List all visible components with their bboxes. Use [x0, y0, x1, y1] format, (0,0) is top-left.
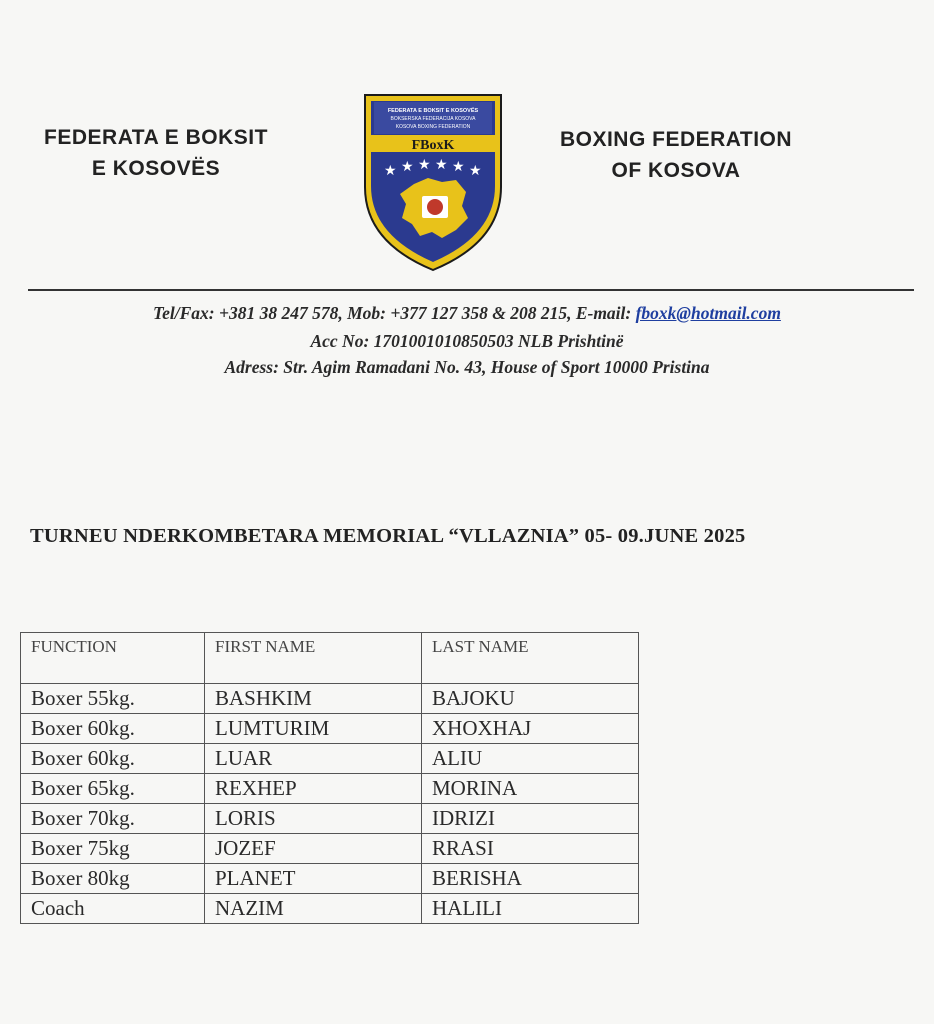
cell-first-name: LORIS: [205, 804, 422, 834]
cell-last-name: MORINA: [422, 774, 639, 804]
boxing-glove-icon: [427, 199, 443, 215]
contact-phones: Tel/Fax: +381 38 247 578, Mob: +377 127 358 & 208 215, E-mail:: [153, 303, 636, 323]
cell-first-name: JOZEF: [205, 834, 422, 864]
logo-banner-line2: BOKSERSKA FEDERACIJA KOSOVA: [390, 116, 476, 122]
contact-phone-email-line: [0, 303, 934, 324]
logo-banner-line3: KOSOVA BOXING FEDERATION: [395, 124, 471, 130]
svg-text:★: ★: [418, 158, 431, 173]
table-row: [21, 714, 639, 744]
cell-last-name: BAJOKU: [422, 684, 639, 714]
table-row: [21, 684, 639, 714]
cell-last-name: ALIU: [422, 744, 639, 774]
contact-address-line: Adress: Str. Agim Ramadani No. 43, House of Sport 10000 Pristina: [224, 357, 710, 377]
svg-text:★: ★: [401, 160, 414, 175]
cell-first-name: LUMTURIM: [205, 714, 422, 744]
fboxk-shield-logo: [362, 92, 504, 272]
federation-name-english: [540, 124, 812, 186]
cell-function: Boxer 60kg.: [21, 714, 205, 744]
cell-function: Boxer 65kg.: [21, 774, 205, 804]
table-row: [21, 774, 639, 804]
cell-first-name: NAZIM: [205, 894, 422, 924]
cell-first-name: LUAR: [205, 744, 422, 774]
federation-name-english-line1: BOXING FEDERATION: [559, 128, 793, 151]
cell-function: Coach: [21, 894, 205, 924]
cell-function: Boxer 60kg.: [21, 744, 205, 774]
cell-last-name: IDRIZI: [422, 804, 639, 834]
contact-email-link[interactable]: fboxk@hotmail.com: [635, 303, 781, 323]
document-title: TURNEU NDERKOMBETARA MEMORIAL “VLLAZNIA” 05- 09.JUNE 2025: [30, 525, 746, 547]
column-header-last-name: LAST NAME: [422, 633, 639, 684]
svg-text:★: ★: [384, 164, 397, 179]
federation-name-albanian-line1: FEDERATA E BOKSIT: [44, 126, 268, 149]
cell-last-name: BERISHA: [422, 864, 639, 894]
team-roster-table: [20, 632, 639, 924]
federation-name-albanian-line2: E KOSOVËS: [91, 157, 221, 180]
table-row: [21, 804, 639, 834]
svg-text:★: ★: [435, 158, 448, 173]
federation-name-albanian: [28, 122, 284, 184]
cell-last-name: XHOXHAJ: [422, 714, 639, 744]
cell-function: Boxer 75kg: [21, 834, 205, 864]
column-header-first-name: FIRST NAME: [205, 633, 422, 684]
table-row: [21, 894, 639, 924]
cell-last-name: HALILI: [422, 894, 639, 924]
federation-name-english-line2: OF KOSOVA: [611, 159, 741, 182]
table-row: [21, 834, 639, 864]
table-row: [21, 744, 639, 774]
logo-abbreviation: FBoxK: [411, 138, 455, 153]
column-header-function: FUNCTION: [21, 633, 205, 684]
cell-function: Boxer 55kg.: [21, 684, 205, 714]
cell-first-name: REXHEP: [205, 774, 422, 804]
header-divider: [28, 289, 914, 291]
cell-function: Boxer 80kg: [21, 864, 205, 894]
cell-function: Boxer 70kg.: [21, 804, 205, 834]
cell-first-name: PLANET: [205, 864, 422, 894]
contact-account-line: Acc No: 1701001010850503 NLB Prishtinë: [310, 331, 624, 351]
svg-text:★: ★: [452, 160, 465, 175]
table-row: [21, 864, 639, 894]
svg-text:★: ★: [469, 164, 482, 179]
table-header-row: [21, 633, 639, 684]
cell-first-name: BASHKIM: [205, 684, 422, 714]
logo-banner-line1: FEDERATA E BOKSIT E KOSOVËS: [387, 108, 479, 114]
cell-last-name: RRASI: [422, 834, 639, 864]
